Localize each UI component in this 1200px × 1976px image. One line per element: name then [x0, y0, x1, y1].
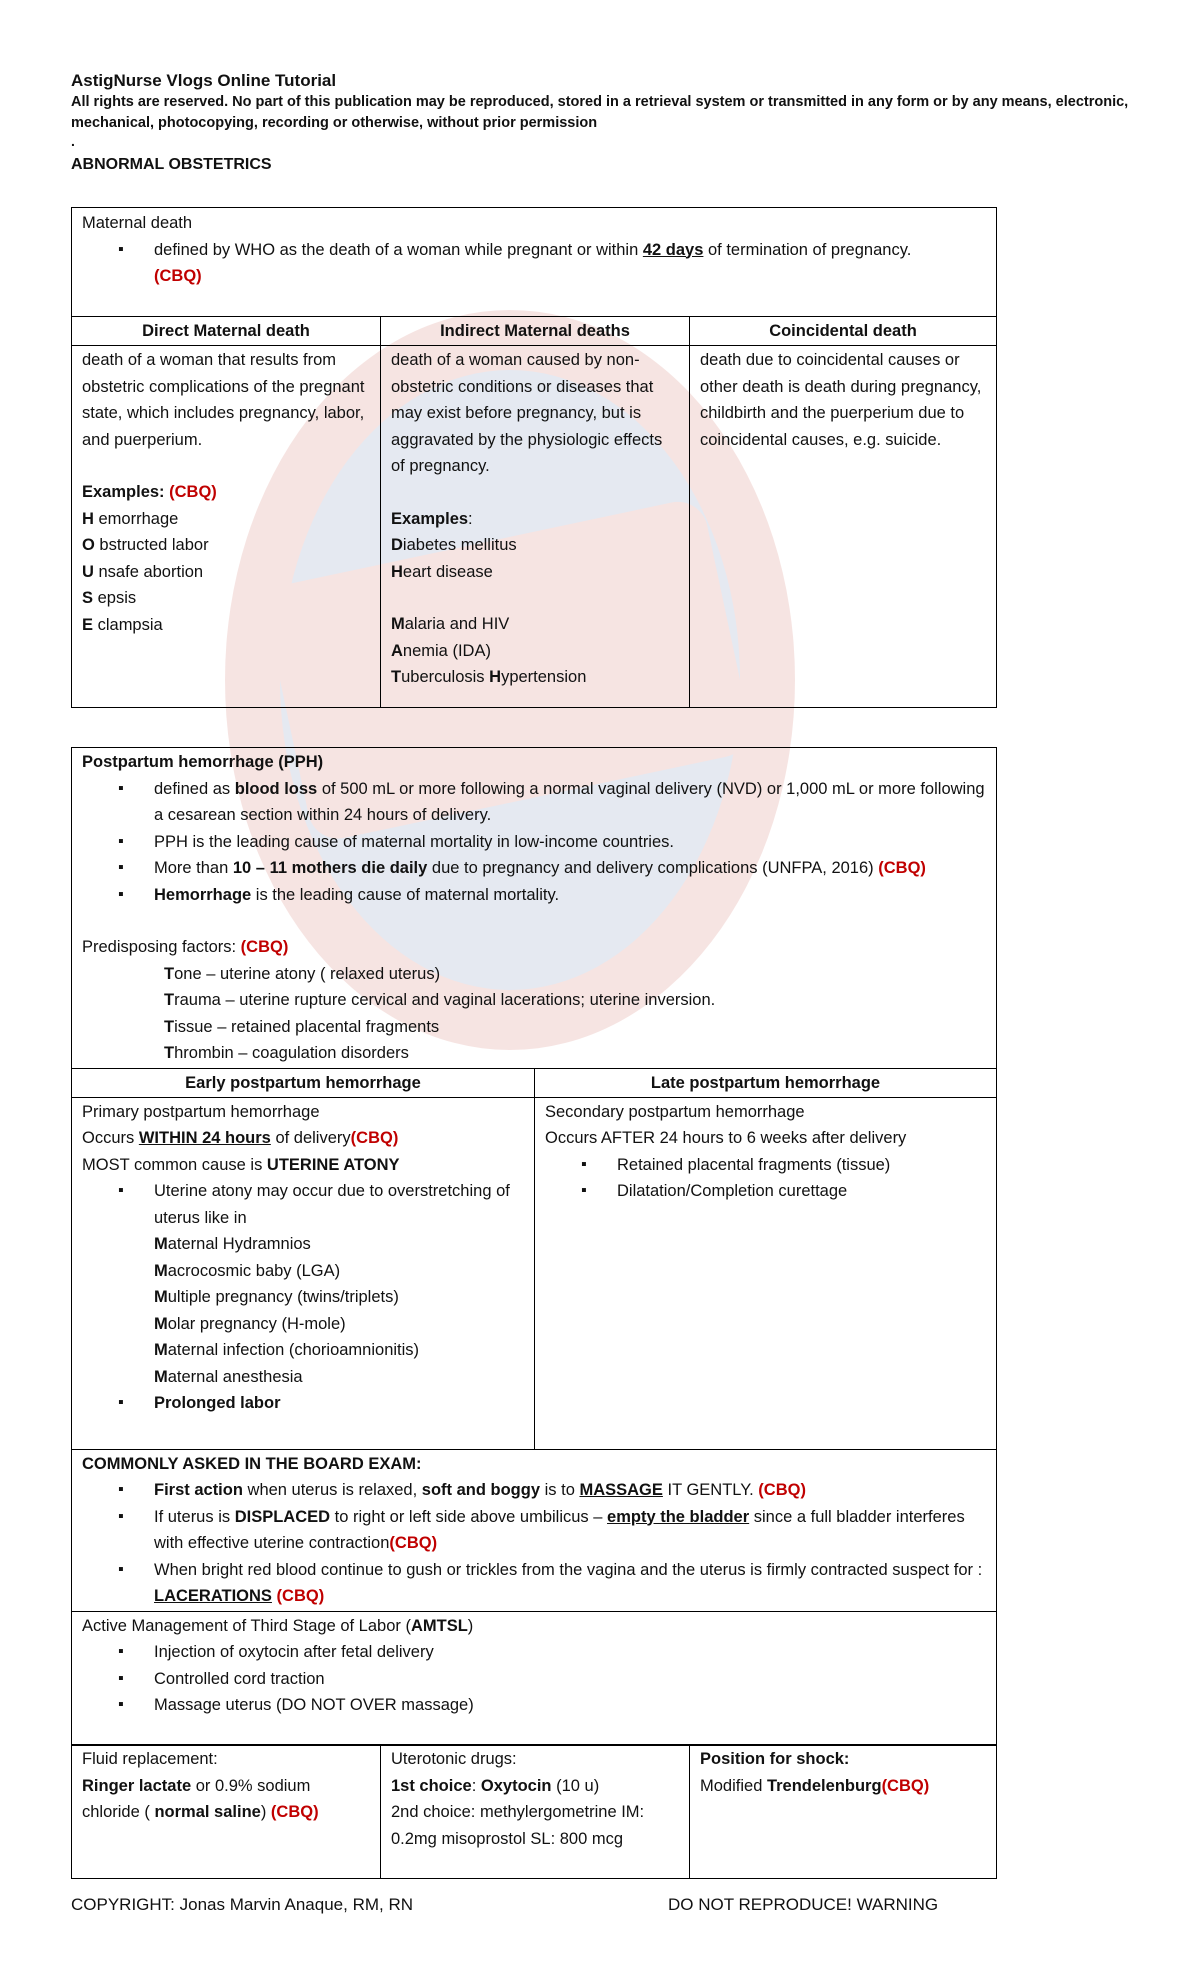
list-item: ▪ defined by WHO as the death of a woman while pregnant or within 42 days of termination of pregnancy. (CBQ) [154, 237, 986, 290]
list-item: ▪ More than 10 – 11 mothers die daily due to pregnancy and delivery complications (UNFPA, 2016) (CBQ) [154, 855, 986, 882]
table-row [72, 1611, 997, 1745]
hous-list: H emorrhage O bstructed labor U nsafe abortion S epsis E clampsia [82, 509, 209, 634]
predisposing-list: Tone – uterine atony ( relaxed uterus) Trauma – uterine rupture cervical and vaginal lacerations; uterine inversion. Tissue – retained placental fragments Thrombin – coagulation disorders [164, 964, 716, 1062]
late-bullets [545, 1152, 986, 1205]
col-coincidental: Coincidental death [690, 317, 997, 346]
doc-title: AstigNurse Vlogs Online Tutorial [71, 71, 337, 90]
col-late-pph: Late postpartum hemorrhage [535, 1068, 997, 1097]
list-item: ▪ Controlled cord traction [154, 1666, 986, 1693]
table-header-row [72, 1068, 997, 1097]
amtsl-cell: Active Management of Third Stage of Labor (AMTSL) ▪ Injection of oxytocin after fetal delivery ▪ Controlled cord traction ▪ Massage uterus (DO NOT OVER massage) [72, 1611, 997, 1745]
list-item: ▪ If uterus is DISPLACED to right or left side above umbilicus – empty the bladder since a full bladder interferes with effective uterine contraction(CBQ) [154, 1504, 986, 1557]
col-indirect: Indirect Maternal deaths [381, 317, 690, 346]
list-item: ▪ Hemorrhage is the leading cause of maternal mortality. [154, 882, 986, 909]
indirect-cell: death of a woman caused by non-obstetric conditions or diseases that may exist before pregnancy, but is aggravated by the physiologic effects of pregnancy. Examples: Diabetes mellitus Heart disease Malaria and HIV Anemia (IDA) Tuberculosis Hypertension [381, 346, 690, 708]
table-row [72, 346, 997, 708]
board-bullets [82, 1477, 986, 1610]
pph-table [71, 747, 997, 1746]
list-item: ▪ Massage uterus (DO NOT OVER massage) [154, 1692, 986, 1719]
maternal-death-table [71, 207, 997, 708]
uterotonic-cell: Uterotonic drugs: 1st choice: Oxytocin (10 u) 2nd choice: methylergometrine IM: 0.2mg misoprostol SL: 800 mcg [381, 1745, 690, 1879]
cbq-tag: (CBQ) [154, 267, 202, 285]
late-pph-cell: Secondary postpartum hemorrhage Occurs AFTER 24 hours to 6 weeks after delivery ▪ Retained placental fragments (tissue) ▪ Dilatation/Completion curettage [535, 1097, 997, 1449]
table-row [72, 1745, 997, 1879]
col-early-pph: Early postpartum hemorrhage [72, 1068, 535, 1097]
section-title: ABNORMAL OBSTETRICS [71, 156, 272, 173]
table-row [72, 1097, 997, 1449]
list-item: ▪ Prolonged labor [154, 1390, 524, 1417]
maternal-def-cell [72, 208, 997, 317]
early-pph-cell: Primary postpartum hemorrhage Occurs WITHIN 24 hours of delivery(CBQ) MOST common cause is UTERINE ATONY ▪ Uterine atony may occur due to overstretching of uterus like in Maternal Hydramnios Macrocosmic baby (LGA) Multiple pregnancy (twins/triplets) Molar pregnancy (H-mole) Maternal infection (chorioamnionitis) Maternal anesthesia ▪ Prolonged labor [72, 1097, 535, 1449]
list-item: ▪ When bright red blood continue to gush or trickles from the vagina and the uterus is firmly contracted suspect for : LACERATIONS (CBQ) [154, 1557, 986, 1610]
list-item: ▪ defined as blood loss of 500 mL or more following a normal vaginal delivery (NVD) or 1,000 mL or more following a cesarean section within 24 hours of delivery. [154, 776, 986, 829]
list-item: ▪ PPH is the leading cause of maternal mortality in low-income countries. [154, 829, 986, 856]
list-item: ▪ Dilatation/Completion curettage [617, 1178, 986, 1205]
list-item: ▪ Retained placental fragments (tissue) [617, 1152, 986, 1179]
coincidental-cell: death due to coincidental causes or other death is death during pregnancy, childbirth and the puerperium due to coincidental causes, e.g. suicide. [690, 346, 997, 708]
shock-position-cell: Position for shock: Modified Trendelenburg(CBQ) [690, 1745, 997, 1879]
maternal-def-list [82, 237, 986, 290]
col-direct: Direct Maternal death [72, 317, 381, 346]
footer-copyright: COPYRIGHT: Jonas Marvin Anaque, RM, RN [71, 1895, 414, 1914]
table-row [72, 748, 997, 1069]
document-header [71, 70, 1131, 176]
maternal-heading: Maternal death [82, 214, 193, 232]
board-exam-cell: COMMONLY ASKED IN THE BOARD EXAM: ▪ First action when uterus is relaxed, soft and boggy is to MASSAGE IT GENTLY. (CBQ) ▪ If uterus is DISPLACED to right or left side above umbilicus – empty the bladder since a full bladder interferes with effective uterine contraction(CBQ) ▪ When bright red blood continue to gush or trickles from the vagina and the uterus is firmly contracted suspect for : LACERATIONS (CBQ) [72, 1449, 997, 1611]
direct-cell: death of a woman that results from obstetric complications of the pregnant state, which includes pregnancy, labor, and puerperium. Examples: (CBQ) H emorrhage O bstructed labor U nsafe abortion S epsis E clampsia [72, 346, 381, 708]
fluid-cell: Fluid replacement: Ringer lactate or 0.9% sodium chloride ( normal saline) (CBQ) [72, 1745, 381, 1879]
amtsl-list [82, 1639, 986, 1719]
pph-intro-cell: Postpartum hemorrhage (PPH) ▪ defined as blood loss of 500 mL or more following a normal vaginal delivery (NVD) or 1,000 mL or more following a cesarean section within 24 hours of delivery. ▪ PPH is the leading cause of maternal mortality in low-income countries. ▪ More than 10 – 11 mothers die daily due to pregnancy and delivery complications (UNFPA, 2016) (CBQ) ▪ Hemorrhage is the leading cause of maternal mortality. Predisposing factors: (CBQ) Tone – uterine atony ( relaxed uterus) Trauma – uterine rupture cervical and vaginal lacerations; uterine inversion. Tissue – retained placental fragments Thrombin – coagulation disorders [72, 748, 997, 1069]
list-item: ▪ Injection of oxytocin after fetal delivery [154, 1639, 986, 1666]
rights-notice: All rights are reserved. No part of this publication may be reproduced, stored in a retrieval system or transmitted in any form or by any means, electronic, mechanical, photocopying, recording or otherwise, without prior permission [71, 94, 1129, 131]
table-row [72, 208, 997, 317]
list-item: ▪ Uterine atony may occur due to overstretching of uterus like in Maternal Hydramnios Macrocosmic baby (LGA) Multiple pregnancy (twins/triplets) Molar pregnancy (H-mole) Maternal infection (chorioamnionitis) Maternal anesthesia [154, 1178, 524, 1390]
management-table [71, 1744, 997, 1879]
table-row [72, 1449, 997, 1611]
pph-bullets [82, 776, 986, 909]
m-list: Maternal Hydramnios Macrocosmic baby (LGA) Multiple pregnancy (twins/triplets) Molar pregnancy (H-mole) Maternal infection (chorioamnionitis) Maternal anesthesia [154, 1235, 420, 1386]
list-item: ▪ First action when uterus is relaxed, soft and boggy is to MASSAGE IT GENTLY. (CBQ) [154, 1477, 986, 1504]
footer-warning: DO NOT REPRODUCE! WARNING [668, 1895, 939, 1914]
early-bullets [82, 1178, 524, 1417]
dot-mark: . [71, 133, 75, 149]
table-header-row [72, 317, 997, 346]
